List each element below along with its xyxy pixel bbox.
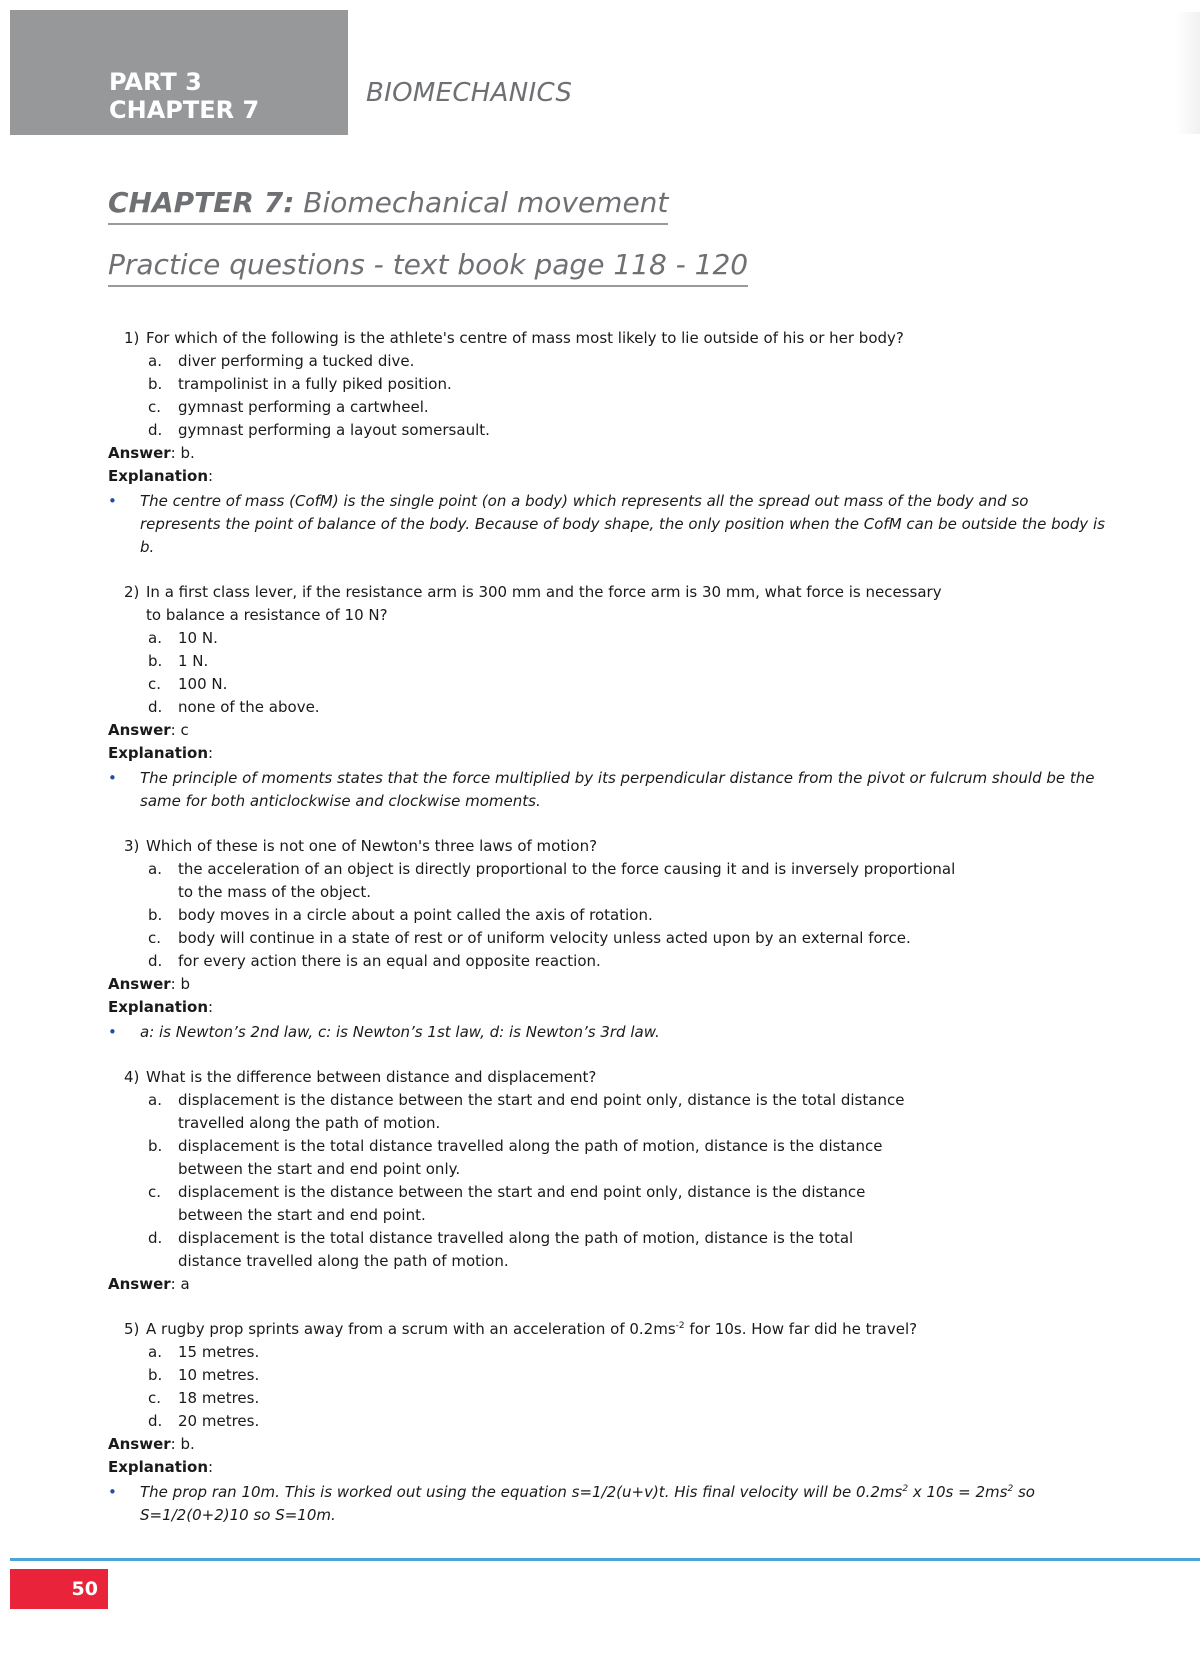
bullet-icon: • — [108, 1483, 117, 1501]
option-text-continued: between the start and end point. — [178, 1206, 426, 1224]
answer-value: : b. — [170, 444, 195, 462]
option-text: displacement is the distance between the start and end point only, distance is the distance — [178, 1183, 866, 1201]
option-letter: a. — [148, 1343, 162, 1361]
bullet-icon: • — [108, 492, 117, 510]
answer-line — [108, 442, 1108, 465]
option-b — [108, 904, 1108, 927]
option-letter: d. — [148, 952, 163, 970]
question-number: 4) — [124, 1068, 140, 1086]
option-letter: c. — [148, 675, 162, 693]
explanation-line — [108, 742, 1108, 765]
option-letter: a. — [148, 352, 162, 370]
option-text: none of the above. — [178, 698, 320, 716]
option-c — [108, 1387, 1108, 1410]
option-text: 15 metres. — [178, 1343, 260, 1361]
questions-content — [108, 327, 1108, 1527]
option-text-continued: between the start and end point only. — [178, 1160, 461, 1178]
answer-label: Answer — [108, 1435, 171, 1453]
explanation-bullet — [108, 767, 1108, 813]
option-letter: d. — [148, 698, 163, 716]
option-a — [108, 1341, 1108, 1364]
option-b — [108, 373, 1108, 396]
option-text-continued: to the mass of the object. — [178, 883, 372, 901]
option-letter: b. — [148, 1137, 163, 1155]
question-number: 3) — [124, 837, 140, 855]
option-text: 100 N. — [178, 675, 228, 693]
explanation-text: x 10s = 2ms — [908, 1483, 1008, 1501]
footer-divider — [10, 1558, 1200, 1561]
option-text: 1 N. — [178, 652, 209, 670]
answer-line — [108, 973, 1108, 996]
question-number: 5) — [124, 1320, 140, 1338]
option-letter: d. — [148, 421, 163, 439]
option-text: 18 metres. — [178, 1389, 260, 1407]
answer-label: Answer — [108, 721, 171, 739]
option-letter: c. — [148, 398, 162, 416]
option-text: displacement is the total distance travelled along the path of motion, distance is the distance — [178, 1137, 883, 1155]
option-text: 20 metres. — [178, 1412, 260, 1430]
option-letter: a. — [148, 860, 162, 878]
option-c — [108, 673, 1108, 696]
spacer — [108, 813, 1108, 835]
explanation-colon: : — [208, 998, 214, 1016]
explanation-colon: : — [208, 1458, 214, 1476]
explanation-text: a: is Newton’s 2nd law, c: is Newton’s 1st law, d: is Newton’s 3rd law. — [140, 1023, 660, 1041]
option-letter: c. — [148, 929, 162, 947]
explanation-bullet — [108, 1481, 1108, 1527]
option-c — [108, 1181, 1108, 1204]
option-d — [108, 419, 1108, 442]
explanation-colon: : — [208, 744, 214, 762]
question-text: For which of the following is the athlete's centre of mass most likely to lie outside of his or her body? — [146, 329, 904, 347]
option-d — [108, 950, 1108, 973]
question-text-tail: for 10s. How far did he travel? — [684, 1320, 918, 1338]
explanation-label: Explanation — [108, 1458, 209, 1476]
answer-label: Answer — [108, 444, 171, 462]
explanation-line — [108, 996, 1108, 1019]
option-text: diver performing a tucked dive. — [178, 352, 415, 370]
chapter-label: CHAPTER 7 — [109, 96, 260, 124]
explanation-bullet — [108, 1021, 1108, 1044]
explanation-line — [108, 465, 1108, 488]
question-5 — [124, 1318, 1108, 1341]
spacer — [108, 1296, 1108, 1318]
option-d — [108, 696, 1108, 719]
section-title: BIOMECHANICS — [366, 78, 573, 108]
option-text: gymnast performing a layout somersault. — [178, 421, 490, 439]
option-text: 10 N. — [178, 629, 218, 647]
part-label: PART 3 — [109, 68, 202, 96]
question-3 — [124, 835, 1108, 858]
option-text: displacement is the total distance travelled along the path of motion, distance is the total — [178, 1229, 854, 1247]
option-letter: b. — [148, 652, 163, 670]
option-d — [108, 1227, 1108, 1250]
option-letter: d. — [148, 1412, 163, 1430]
chapter-header-box — [10, 10, 348, 135]
question-1 — [124, 327, 1108, 350]
option-text: trampolinist in a fully piked position. — [178, 375, 452, 393]
option-a — [108, 858, 1108, 881]
explanation-label: Explanation — [108, 998, 209, 1016]
bullet-icon: • — [108, 769, 117, 787]
option-c — [108, 927, 1108, 950]
answer-value: : b — [170, 975, 190, 993]
explanation-line — [108, 1456, 1108, 1479]
option-b — [108, 1135, 1108, 1158]
explanation-colon: : — [208, 467, 214, 485]
option-text: displacement is the distance between the start and end point only, distance is the total distance — [178, 1091, 905, 1109]
question-text: A rugby prop sprints away from a scrum with an acceleration of 0.2ms — [146, 1320, 676, 1338]
question-2 — [124, 581, 1108, 604]
explanation-label: Explanation — [108, 744, 209, 762]
question-text: Which of these is not one of Newton's three laws of motion? — [146, 837, 598, 855]
explanation-text: The prop ran 10m. This is worked out using the equation s=1/2(u+v)t. His final velocity will be 0.2ms — [140, 1483, 903, 1501]
answer-line — [108, 719, 1108, 742]
question-number: 1) — [124, 329, 140, 347]
explanation-text: The principle of moments states that the force multiplied by its perpendicular distance from the pivot or fulcrum should be the same for both anticlockwise and clockwise moments. — [140, 769, 1095, 810]
answer-label: Answer — [108, 975, 171, 993]
question-text: In a first class lever, if the resistance arm is 300 mm and the force arm is 30 mm, what force is necessary — [146, 583, 942, 601]
question-text: What is the difference between distance and displacement? — [146, 1068, 597, 1086]
option-letter: c. — [148, 1183, 162, 1201]
option-b — [108, 650, 1108, 673]
page-edge-shade — [1176, 12, 1200, 134]
option-text-continued: distance travelled along the path of motion. — [178, 1252, 509, 1270]
answer-line — [108, 1273, 1108, 1296]
spacer — [108, 1044, 1108, 1066]
answer-value: : c — [170, 721, 189, 739]
explanation-text: so — [1013, 1483, 1035, 1501]
superscript: 2 — [1007, 1484, 1014, 1494]
chapter-heading-prefix: CHAPTER 7: — [108, 186, 295, 219]
option-text: 10 metres. — [178, 1366, 260, 1384]
option-text: body will continue in a state of rest or of uniform velocity unless acted upon by an external force. — [178, 929, 911, 947]
option-text: gymnast performing a cartwheel. — [178, 398, 429, 416]
bullet-icon: • — [108, 1023, 117, 1041]
option-text-continued: travelled along the path of motion. — [178, 1114, 441, 1132]
option-text: for every action there is an equal and opposite reaction. — [178, 952, 601, 970]
chapter-heading — [108, 186, 668, 225]
option-text: the acceleration of an object is directly proportional to the force causing it and is inversely proportional — [178, 860, 956, 878]
practice-heading: Practice questions - text book page 118 - 120 — [108, 248, 748, 287]
page-number-badge: 50 — [10, 1569, 108, 1609]
chapter-heading-title: Biomechanical movement — [294, 186, 669, 219]
option-a — [108, 1089, 1108, 1112]
option-d — [108, 1410, 1108, 1433]
spacer — [108, 559, 1108, 581]
question-number: 2) — [124, 583, 140, 601]
question-text-continued: to balance a resistance of 10 N? — [146, 606, 388, 624]
option-letter: d. — [148, 1229, 163, 1247]
option-letter: a. — [148, 629, 162, 647]
explanation-text-line2: S=1/2(0+2)10 so S=10m. — [140, 1506, 336, 1524]
answer-label: Answer — [108, 1275, 171, 1293]
option-letter: b. — [148, 375, 163, 393]
explanation-bullet — [108, 490, 1108, 559]
question-4 — [124, 1066, 1108, 1089]
answer-line — [108, 1433, 1108, 1456]
option-a — [108, 350, 1108, 373]
option-letter: c. — [148, 1389, 162, 1407]
superscript: 2 — [902, 1484, 909, 1494]
answer-value: : a — [170, 1275, 190, 1293]
superscript: -2 — [675, 1321, 685, 1331]
explanation-label: Explanation — [108, 467, 209, 485]
option-letter: b. — [148, 906, 163, 924]
option-letter: b. — [148, 1366, 163, 1384]
option-b — [108, 1364, 1108, 1387]
option-letter: a. — [148, 1091, 162, 1109]
option-c — [108, 396, 1108, 419]
option-text: body moves in a circle about a point called the axis of rotation. — [178, 906, 653, 924]
option-a — [108, 627, 1108, 650]
answer-value: : b. — [170, 1435, 195, 1453]
explanation-text: The centre of mass (CofM) is the single point (on a body) which represents all the spread out mass of the body and so represents the point of balance of the body. Because of body shape, the only position when the CofM can be outside the body is b. — [140, 492, 1105, 556]
